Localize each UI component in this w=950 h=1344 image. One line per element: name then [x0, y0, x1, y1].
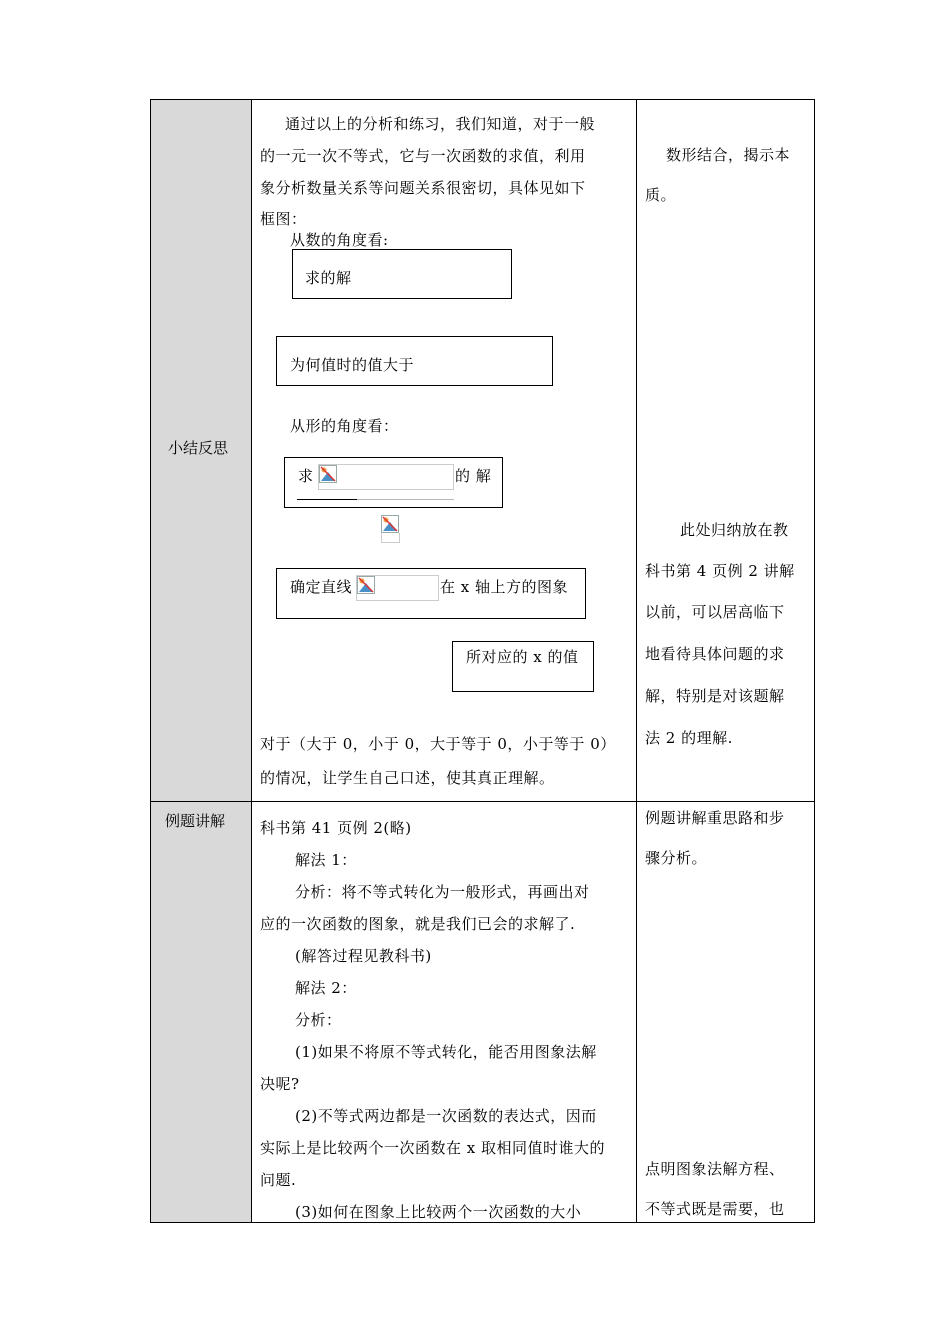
- diagram-box-3-right-text: 的 解: [455, 467, 492, 485]
- example-line-1: 科书第 41 页例 2(略): [260, 819, 412, 837]
- example-line-10: (2)不等式两边都是一次函数的表达式，因而: [295, 1107, 597, 1125]
- summary-note-2-line-5: 解，特别是对该题解: [645, 687, 785, 705]
- formula-underline: [297, 499, 357, 500]
- summary-para-line-4: 框图：: [260, 210, 307, 228]
- broken-image-icon: [381, 515, 399, 533]
- diagram-box-2-text: 为何值时的值大于: [290, 356, 415, 374]
- table-left-border: [150, 99, 151, 1223]
- formula-placeholder-1: [318, 464, 454, 490]
- example-line-8: (1)如果不将原不等式转化，能否用图象法解: [295, 1043, 597, 1061]
- summary-note-1-line-2: 质。: [645, 186, 677, 204]
- broken-image-icon: [319, 465, 337, 483]
- table-col-divider-2: [636, 99, 637, 1223]
- example-line-12: 问题.: [260, 1171, 297, 1189]
- formula-placeholder-2: [381, 533, 400, 543]
- formula-underline-faint: [357, 499, 454, 500]
- row-label-summary: 小结反思: [168, 439, 229, 457]
- summary-footer-line-2: 的情况，让学生自己口述，使其真正理解。: [260, 769, 555, 787]
- example-note-2-line-2: 不等式既是需要，也: [645, 1200, 785, 1218]
- example-line-6: 解法 2：: [295, 979, 357, 997]
- diagram-box-1-text: 求的解: [305, 269, 352, 287]
- summary-footer-line-1: 对于（大于 0，小于 0，大于等于 0，小于等于 0）: [260, 735, 616, 753]
- diagram-box-4-right-text: 在 x 轴上方的图象: [440, 578, 568, 596]
- diagram-box-4-left-text: 确定直线: [290, 578, 353, 596]
- diagram-box-5-text: 所对应的 x 的值: [466, 648, 579, 666]
- table-col-divider-1: [251, 99, 252, 1223]
- example-note-1-line-2: 骤分析。: [645, 849, 708, 867]
- summary-note-2-line-3: 以前，可以居高临下: [645, 603, 785, 621]
- label-column-shade: [150, 100, 251, 1222]
- example-line-13: (3)如何在图象上比较两个一次函数的大小: [295, 1203, 582, 1221]
- example-line-7: 分析：: [295, 1011, 342, 1029]
- summary-note-2-line-6: 法 2 的理解.: [645, 729, 733, 747]
- example-note-1-line-1: 例题讲解重思路和步: [645, 809, 785, 827]
- example-line-5: (解答过程见教科书): [295, 947, 432, 965]
- shape-view-title: 从形的角度看：: [290, 417, 399, 435]
- example-line-9: 决呢?: [260, 1075, 300, 1093]
- summary-para-line-3: 象分析数量关系等问题关系很密切，具体见如下: [260, 179, 586, 197]
- broken-image-icon: [357, 576, 375, 594]
- diagram-box-3-left-text: 求: [298, 467, 314, 485]
- example-line-2: 解法 1：: [295, 851, 357, 869]
- table-row-divider: [150, 801, 815, 802]
- summary-note-2-line-4: 地看待具体问题的求: [645, 645, 785, 663]
- example-note-2-line-1: 点明图象法解方程、: [645, 1160, 785, 1178]
- summary-para-line-2: 的一元一次不等式，它与一次函数的求值，利用: [260, 147, 586, 165]
- example-line-11: 实际上是比较两个一次函数在 x 取相同值时谁大的: [260, 1139, 605, 1157]
- table-bottom-border: [150, 1222, 815, 1223]
- number-view-title: 从数的角度看:: [290, 231, 389, 249]
- summary-note-1-line-1: 数形结合，揭示本: [666, 146, 791, 164]
- table-right-border: [814, 99, 815, 1223]
- summary-para-line-1: 通过以上的分析和练习，我们知道，对于一般: [285, 115, 596, 133]
- summary-note-2-line-2: 科书第 4 页例 2 讲解: [645, 562, 795, 580]
- row-label-example: 例题讲解: [165, 812, 226, 830]
- example-line-4: 应的一次函数的图象，就是我们已会的求解了.: [260, 915, 576, 933]
- summary-note-2-line-1: 此处归纳放在教: [680, 521, 789, 539]
- table-top-border: [150, 99, 815, 100]
- example-line-3: 分析：将不等式转化为一般形式，再画出对: [295, 883, 590, 901]
